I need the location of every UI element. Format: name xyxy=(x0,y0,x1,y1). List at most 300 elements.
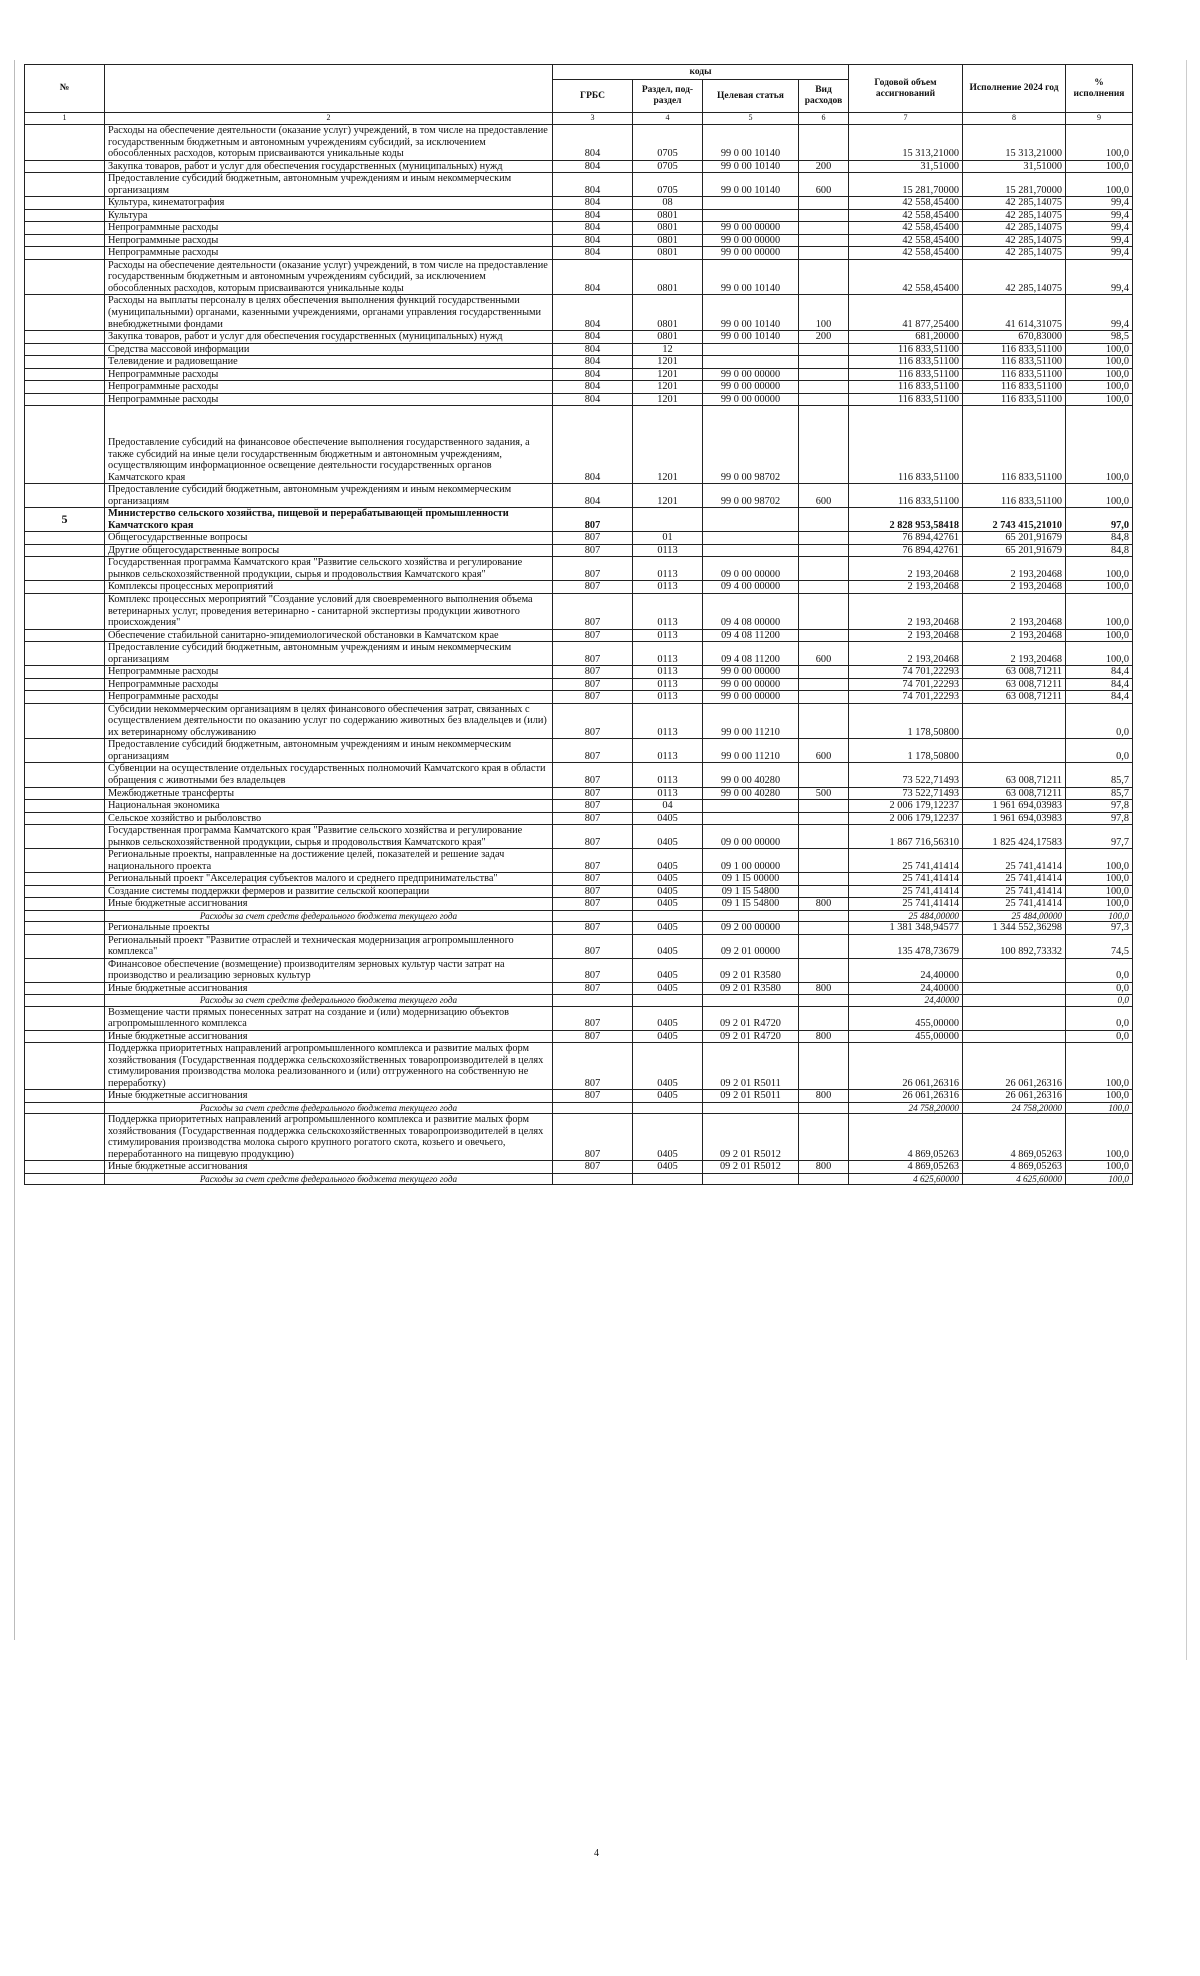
row-pct: 100,0 xyxy=(1066,557,1133,581)
row-plan: 26 061,26316 xyxy=(849,1090,963,1103)
row-vid xyxy=(799,763,849,787)
row-number xyxy=(25,331,105,344)
table-row xyxy=(25,739,1133,763)
row-plan: 116 833,51100 xyxy=(849,484,963,508)
row-pct: 100,0 xyxy=(1066,173,1133,197)
row-razdel: 1201 xyxy=(633,484,703,508)
row-grbs xyxy=(553,1173,633,1184)
row-vid xyxy=(799,885,849,898)
row-razdel xyxy=(633,1173,703,1184)
row-number xyxy=(25,763,105,787)
row-vid xyxy=(799,934,849,958)
table-row xyxy=(25,629,1133,642)
header-codes: коды xyxy=(553,65,849,80)
table-row xyxy=(25,898,1133,911)
row-pct: 84,8 xyxy=(1066,544,1133,557)
table-row xyxy=(25,958,1133,982)
row-fact: 4 869,05263 xyxy=(963,1114,1066,1161)
table-row xyxy=(25,1006,1133,1030)
row-number xyxy=(25,678,105,691)
row-celevaya: 99 0 00 10140 xyxy=(703,160,799,173)
row-plan: 42 558,45400 xyxy=(849,234,963,247)
row-number xyxy=(25,356,105,369)
row-fact: 42 285,14075 xyxy=(963,209,1066,222)
row-vid xyxy=(799,343,849,356)
row-number xyxy=(25,222,105,235)
row-celevaya: 09 2 01 R5011 xyxy=(703,1090,799,1103)
row-name: Региональные проекты, направленные на достижение целей, показателей и решение задач национального проекта xyxy=(105,849,553,873)
row-grbs: 807 xyxy=(553,787,633,800)
row-fact: 42 285,14075 xyxy=(963,222,1066,235)
row-celevaya: 09 4 00 00000 xyxy=(703,581,799,594)
row-pct: 97,0 xyxy=(1066,508,1133,532)
row-plan: 31,51000 xyxy=(849,160,963,173)
row-fact: 25 484,00000 xyxy=(963,910,1066,921)
row-pct: 100,0 xyxy=(1066,1043,1133,1090)
row-grbs: 804 xyxy=(553,484,633,508)
row-razdel: 1201 xyxy=(633,381,703,394)
row-name: Расходы за счет средств федерального бюджета текущего года xyxy=(105,910,553,921)
row-vid: 600 xyxy=(799,484,849,508)
row-grbs: 807 xyxy=(553,508,633,532)
row-grbs: 807 xyxy=(553,934,633,958)
header-num-5: 5 xyxy=(703,113,799,125)
row-fact: 31,51000 xyxy=(963,160,1066,173)
row-pct: 100,0 xyxy=(1066,1114,1133,1161)
row-celevaya: 99 0 00 10140 xyxy=(703,173,799,197)
row-name: Региональный проект "Развитие отраслей и техническая модернизация агропромышленного комплекса" xyxy=(105,934,553,958)
row-pct: 100,0 xyxy=(1066,885,1133,898)
table-row xyxy=(25,557,1133,581)
row-grbs: 807 xyxy=(553,1090,633,1103)
row-razdel: 0405 xyxy=(633,922,703,935)
row-razdel: 0113 xyxy=(633,581,703,594)
row-plan: 24,40000 xyxy=(849,982,963,995)
row-fact: 63 008,71211 xyxy=(963,678,1066,691)
row-plan: 24,40000 xyxy=(849,995,963,1006)
row-pct: 100,0 xyxy=(1066,125,1133,161)
row-fact: 116 833,51100 xyxy=(963,368,1066,381)
row-name: Сельское хозяйство и рыболовство xyxy=(105,812,553,825)
row-number xyxy=(25,259,105,295)
row-grbs: 807 xyxy=(553,594,633,630)
row-celevaya: 99 0 00 00000 xyxy=(703,691,799,704)
row-vid: 600 xyxy=(799,642,849,666)
row-vid xyxy=(799,381,849,394)
table-row xyxy=(25,508,1133,532)
row-fact: 1 961 694,03983 xyxy=(963,812,1066,825)
row-pct: 84,8 xyxy=(1066,532,1133,545)
header-no: № xyxy=(25,65,105,113)
row-celevaya: 99 0 00 10140 xyxy=(703,295,799,331)
row-celevaya xyxy=(703,995,799,1006)
row-number xyxy=(25,381,105,394)
row-plan: 4 625,60000 xyxy=(849,1173,963,1184)
row-number xyxy=(25,1161,105,1174)
row-fact: 42 285,14075 xyxy=(963,234,1066,247)
row-number xyxy=(25,873,105,886)
row-vid xyxy=(799,825,849,849)
row-celevaya xyxy=(703,508,799,532)
row-fact xyxy=(963,958,1066,982)
table-row xyxy=(25,393,1133,406)
row-plan: 455,00000 xyxy=(849,1030,963,1043)
row-name: Поддержка приоритетных направлений агропромышленного комплекса и развитие малых форм хозяйствования (Государственная поддержка сельскохозяйственных товаропроизводителей в целях стимулирования производства молока сырого крупного рогатого скота, козьего и овечьего, переработанного на пищевую продукцию) xyxy=(105,1114,553,1161)
row-grbs: 807 xyxy=(553,849,633,873)
row-number xyxy=(25,1173,105,1184)
table-row xyxy=(25,259,1133,295)
row-vid xyxy=(799,406,849,484)
row-grbs: 807 xyxy=(553,825,633,849)
row-celevaya: 09 0 00 00000 xyxy=(703,557,799,581)
row-number xyxy=(25,885,105,898)
row-pct: 100,0 xyxy=(1066,594,1133,630)
row-grbs: 807 xyxy=(553,678,633,691)
table-row xyxy=(25,995,1133,1006)
budget-table xyxy=(24,64,1133,1185)
table-row xyxy=(25,594,1133,630)
row-celevaya: 99 0 00 98702 xyxy=(703,406,799,484)
row-razdel: 01 xyxy=(633,532,703,545)
row-number xyxy=(25,1102,105,1113)
table-row xyxy=(25,922,1133,935)
row-number xyxy=(25,849,105,873)
row-plan: 42 558,45400 xyxy=(849,247,963,260)
row-fact: 116 833,51100 xyxy=(963,381,1066,394)
row-pct: 100,0 xyxy=(1066,642,1133,666)
row-razdel: 1201 xyxy=(633,393,703,406)
row-razdel: 0113 xyxy=(633,629,703,642)
row-razdel: 0113 xyxy=(633,787,703,800)
row-celevaya: 09 2 01 R4720 xyxy=(703,1006,799,1030)
page-number: 4 xyxy=(594,1848,599,1859)
row-razdel: 0405 xyxy=(633,934,703,958)
row-number xyxy=(25,910,105,921)
table-row xyxy=(25,1114,1133,1161)
row-vid xyxy=(799,594,849,630)
row-grbs: 804 xyxy=(553,295,633,331)
row-name: Субсидии некоммерческим организациям в целях финансового обеспечения затрат, связанных с осуществлением деятельности по оказанию услуг по содержанию животных без владельцев и (или) их ветеринарному обслуживанию xyxy=(105,703,553,739)
row-pct: 100,0 xyxy=(1066,898,1133,911)
row-fact: 2 743 415,21010 xyxy=(963,508,1066,532)
row-vid xyxy=(799,800,849,813)
row-number: 5 xyxy=(25,508,105,532)
row-vid: 100 xyxy=(799,295,849,331)
row-grbs: 807 xyxy=(553,739,633,763)
row-number xyxy=(25,825,105,849)
row-plan: 116 833,51100 xyxy=(849,393,963,406)
row-grbs xyxy=(553,910,633,921)
table-row xyxy=(25,885,1133,898)
row-name: Непрограммные расходы xyxy=(105,368,553,381)
row-celevaya xyxy=(703,343,799,356)
row-grbs: 807 xyxy=(553,812,633,825)
row-fact: 26 061,26316 xyxy=(963,1043,1066,1090)
row-number xyxy=(25,958,105,982)
row-grbs: 804 xyxy=(553,222,633,235)
row-celevaya: 09 2 01 R4720 xyxy=(703,1030,799,1043)
row-vid: 600 xyxy=(799,173,849,197)
row-name: Непрограммные расходы xyxy=(105,234,553,247)
row-pct: 0,0 xyxy=(1066,1006,1133,1030)
row-plan: 73 522,71493 xyxy=(849,763,963,787)
row-vid xyxy=(799,581,849,594)
row-grbs: 807 xyxy=(553,763,633,787)
row-name: Межбюджетные трансферты xyxy=(105,787,553,800)
row-fact xyxy=(963,995,1066,1006)
row-celevaya: 99 0 00 10140 xyxy=(703,331,799,344)
row-name: Телевидение и радиовещание xyxy=(105,356,553,369)
table-row xyxy=(25,295,1133,331)
row-pct: 84,4 xyxy=(1066,678,1133,691)
row-razdel: 0801 xyxy=(633,331,703,344)
row-plan: 116 833,51100 xyxy=(849,343,963,356)
row-pct: 99,4 xyxy=(1066,247,1133,260)
row-pct: 100,0 xyxy=(1066,160,1133,173)
row-razdel: 1201 xyxy=(633,368,703,381)
row-celevaya: 09 1 I5 54800 xyxy=(703,898,799,911)
row-number xyxy=(25,532,105,545)
row-fact: 1 961 694,03983 xyxy=(963,800,1066,813)
row-grbs: 804 xyxy=(553,393,633,406)
row-razdel: 0113 xyxy=(633,678,703,691)
row-celevaya: 09 1 00 00000 xyxy=(703,849,799,873)
table-row xyxy=(25,356,1133,369)
table-row xyxy=(25,934,1133,958)
row-celevaya xyxy=(703,800,799,813)
row-plan: 25 741,41414 xyxy=(849,898,963,911)
row-name: Финансовое обеспечение (возмещение) производителям зерновых культур части затрат на производство и реализацию зерновых культур xyxy=(105,958,553,982)
row-plan: 4 869,05263 xyxy=(849,1114,963,1161)
row-name: Закупка товаров, работ и услуг для обеспечения государственных (муниципальных) нужд xyxy=(105,160,553,173)
row-grbs: 804 xyxy=(553,197,633,210)
row-vid xyxy=(799,849,849,873)
row-name: Иные бюджетные ассигнования xyxy=(105,1161,553,1174)
row-plan: 2 193,20468 xyxy=(849,594,963,630)
row-pct: 99,4 xyxy=(1066,222,1133,235)
row-pct: 100,0 xyxy=(1066,1102,1133,1113)
row-razdel: 0705 xyxy=(633,173,703,197)
row-razdel: 0405 xyxy=(633,812,703,825)
row-celevaya: 99 0 00 00000 xyxy=(703,678,799,691)
row-razdel: 0405 xyxy=(633,1043,703,1090)
row-celevaya: 99 0 00 40280 xyxy=(703,787,799,800)
row-pct: 100,0 xyxy=(1066,849,1133,873)
row-razdel: 0801 xyxy=(633,222,703,235)
row-razdel: 0405 xyxy=(633,982,703,995)
row-celevaya xyxy=(703,544,799,557)
row-name: Комплексы процессных мероприятий xyxy=(105,581,553,594)
row-fact: 2 193,20468 xyxy=(963,594,1066,630)
row-vid xyxy=(799,995,849,1006)
row-celevaya: 09 2 01 R3580 xyxy=(703,958,799,982)
row-plan: 25 741,41414 xyxy=(849,849,963,873)
row-fact: 2 193,20468 xyxy=(963,629,1066,642)
row-name: Предоставление субсидий на финансовое обеспечение выполнения государственного задания, а также субсидий на иные цели государственным бюджетным и автономным учреждениям, осуществляющим информационное освещение деятельности государственных органов Камчатского края xyxy=(105,406,553,484)
header-num-7: 7 xyxy=(849,113,963,125)
row-plan: 116 833,51100 xyxy=(849,381,963,394)
row-celevaya: 09 4 08 11200 xyxy=(703,642,799,666)
row-celevaya: 09 1 I5 54800 xyxy=(703,885,799,898)
row-number xyxy=(25,209,105,222)
row-pct: 100,0 xyxy=(1066,393,1133,406)
row-razdel: 0405 xyxy=(633,958,703,982)
row-name: Расходы за счет средств федерального бюджета текущего года xyxy=(105,1173,553,1184)
row-plan: 74 701,22293 xyxy=(849,678,963,691)
row-number xyxy=(25,995,105,1006)
row-vid xyxy=(799,209,849,222)
row-razdel: 0405 xyxy=(633,1006,703,1030)
row-plan: 1 381 348,94577 xyxy=(849,922,963,935)
row-fact xyxy=(963,1006,1066,1030)
table-row xyxy=(25,484,1133,508)
row-plan: 1 867 716,56310 xyxy=(849,825,963,849)
row-fact: 63 008,71211 xyxy=(963,666,1066,679)
row-celevaya: 09 2 01 R5012 xyxy=(703,1161,799,1174)
table-row xyxy=(25,678,1133,691)
row-plan: 2 828 953,58418 xyxy=(849,508,963,532)
row-celevaya: 99 0 00 00000 xyxy=(703,393,799,406)
row-grbs: 807 xyxy=(553,922,633,935)
row-fact: 116 833,51100 xyxy=(963,484,1066,508)
row-grbs: 807 xyxy=(553,958,633,982)
row-number xyxy=(25,368,105,381)
table-row xyxy=(25,1030,1133,1043)
row-pct: 0,0 xyxy=(1066,1030,1133,1043)
row-grbs: 807 xyxy=(553,1114,633,1161)
row-celevaya: 09 2 01 R3580 xyxy=(703,982,799,995)
row-celevaya: 09 2 01 00000 xyxy=(703,934,799,958)
row-pct: 84,4 xyxy=(1066,666,1133,679)
row-vid xyxy=(799,1114,849,1161)
row-fact: 2 193,20468 xyxy=(963,557,1066,581)
header-num-8: 8 xyxy=(963,113,1066,125)
row-grbs: 804 xyxy=(553,406,633,484)
table-row xyxy=(25,666,1133,679)
row-pct: 0,0 xyxy=(1066,982,1133,995)
row-name: Министерство сельского хозяйства, пищевой и перерабатывающей промышленности Камчатского края xyxy=(105,508,553,532)
row-celevaya: 09 2 01 R5011 xyxy=(703,1043,799,1090)
row-pct: 99,4 xyxy=(1066,295,1133,331)
row-fact: 42 285,14075 xyxy=(963,259,1066,295)
row-number xyxy=(25,703,105,739)
row-vid xyxy=(799,629,849,642)
row-fact: 15 281,70000 xyxy=(963,173,1066,197)
table-row xyxy=(25,642,1133,666)
row-plan: 15 313,21000 xyxy=(849,125,963,161)
scan-edge-right xyxy=(1186,60,1187,1660)
row-vid xyxy=(799,922,849,935)
row-grbs: 804 xyxy=(553,234,633,247)
row-fact: 25 741,41414 xyxy=(963,873,1066,886)
row-fact: 116 833,51100 xyxy=(963,406,1066,484)
row-name: Непрограммные расходы xyxy=(105,691,553,704)
row-vid xyxy=(799,873,849,886)
row-razdel: 08 xyxy=(633,197,703,210)
table-row xyxy=(25,532,1133,545)
row-fact: 42 285,14075 xyxy=(963,197,1066,210)
row-number xyxy=(25,234,105,247)
row-grbs: 807 xyxy=(553,642,633,666)
row-number xyxy=(25,1114,105,1161)
row-name: Другие общегосударственные вопросы xyxy=(105,544,553,557)
row-celevaya: 99 0 00 40280 xyxy=(703,763,799,787)
row-name: Предоставление субсидий бюджетным, автономным учреждениям и иным некоммерческим организациям xyxy=(105,642,553,666)
row-vid xyxy=(799,812,849,825)
row-pct: 0,0 xyxy=(1066,739,1133,763)
row-grbs: 804 xyxy=(553,259,633,295)
header-num-6: 6 xyxy=(799,113,849,125)
row-celevaya xyxy=(703,532,799,545)
row-fact: 670,83000 xyxy=(963,331,1066,344)
row-grbs: 807 xyxy=(553,629,633,642)
row-name: Иные бюджетные ассигнования xyxy=(105,898,553,911)
row-razdel: 0801 xyxy=(633,247,703,260)
row-name: Культура, кинематография xyxy=(105,197,553,210)
row-celevaya xyxy=(703,356,799,369)
row-vid: 600 xyxy=(799,739,849,763)
table-row xyxy=(25,1090,1133,1103)
row-name: Иные бюджетные ассигнования xyxy=(105,1090,553,1103)
row-name: Расходы за счет средств федерального бюджета текущего года xyxy=(105,995,553,1006)
row-pct: 99,4 xyxy=(1066,234,1133,247)
row-vid xyxy=(799,368,849,381)
table-row xyxy=(25,763,1133,787)
table-header xyxy=(25,65,1133,125)
row-name: Расходы на обеспечение деятельности (оказание услуг) учреждений, в том числе на предоставление государственным бюджетным и автономным учреждениям субсидий, за исключением обособленных расходов, которым присваиваются уникальные коды xyxy=(105,259,553,295)
row-grbs: 807 xyxy=(553,800,633,813)
row-grbs: 807 xyxy=(553,703,633,739)
row-pct: 100,0 xyxy=(1066,484,1133,508)
table-row xyxy=(25,800,1133,813)
row-grbs: 804 xyxy=(553,160,633,173)
row-razdel: 0113 xyxy=(633,691,703,704)
table-row xyxy=(25,197,1133,210)
row-fact: 1 344 552,36298 xyxy=(963,922,1066,935)
row-celevaya: 09 2 01 R5012 xyxy=(703,1114,799,1161)
row-razdel: 0801 xyxy=(633,234,703,247)
row-number xyxy=(25,1006,105,1030)
row-grbs: 804 xyxy=(553,331,633,344)
table-row xyxy=(25,849,1133,873)
row-plan: 24 758,20000 xyxy=(849,1102,963,1113)
row-plan: 24,40000 xyxy=(849,958,963,982)
row-razdel: 0405 xyxy=(633,1030,703,1043)
row-vid xyxy=(799,910,849,921)
row-vid xyxy=(799,393,849,406)
table-row xyxy=(25,544,1133,557)
row-celevaya: 99 0 00 00000 xyxy=(703,368,799,381)
row-name: Предоставление субсидий бюджетным, автономным учреждениям и иным некоммерческим организациям xyxy=(105,739,553,763)
table-row xyxy=(25,703,1133,739)
row-vid xyxy=(799,678,849,691)
row-plan: 25 484,00000 xyxy=(849,910,963,921)
row-vid xyxy=(799,259,849,295)
table-row xyxy=(25,222,1133,235)
row-number xyxy=(25,557,105,581)
row-grbs: 807 xyxy=(553,1043,633,1090)
header-plan: Годовой объем ассигнований xyxy=(849,65,963,113)
row-razdel: 0801 xyxy=(633,259,703,295)
row-vid xyxy=(799,703,849,739)
row-plan: 135 478,73679 xyxy=(849,934,963,958)
row-vid xyxy=(799,544,849,557)
row-name: Расходы на обеспечение деятельности (оказание услуг) учреждений, в том числе на предоставление государственным бюджетным и автономным учреждениям субсидий, за исключением обособленных расходов, которым присваиваются уникальные коды xyxy=(105,125,553,161)
row-pct: 97,7 xyxy=(1066,825,1133,849)
row-razdel: 12 xyxy=(633,343,703,356)
row-name: Непрограммные расходы xyxy=(105,678,553,691)
row-razdel: 0113 xyxy=(633,642,703,666)
